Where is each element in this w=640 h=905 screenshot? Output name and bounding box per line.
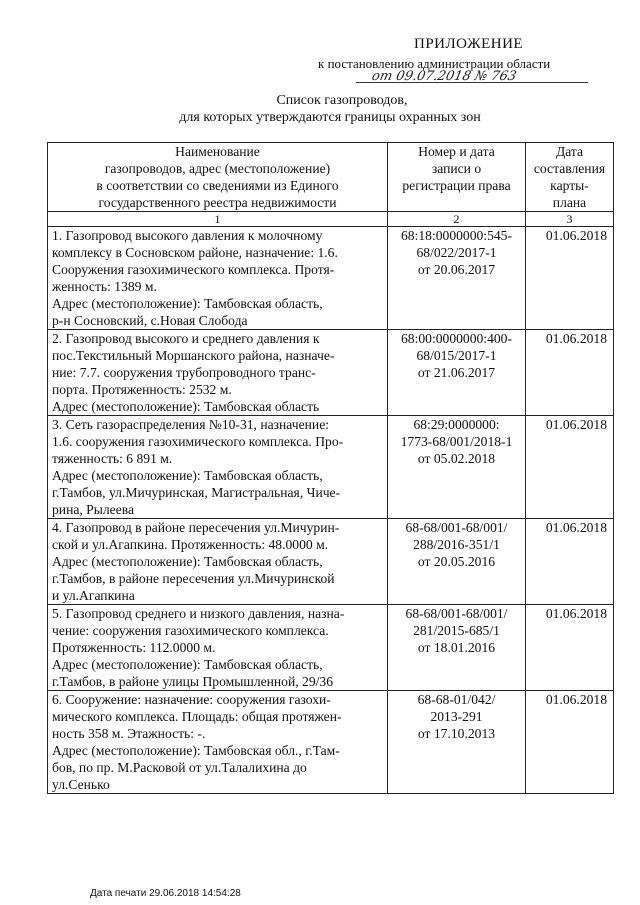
header-registration-line: регистрации права: [402, 178, 511, 193]
description-line: тяженность: 6 891 м.: [52, 451, 173, 466]
registration-line: 68:00:0000000:400-: [400, 331, 512, 346]
description-line: рина, Рылеева: [52, 502, 134, 517]
table-row: [48, 227, 614, 330]
header-name-line: газопроводов, адрес (местоположение): [104, 161, 331, 176]
description-line: комплексу в Сосновском районе, назначение: 1.6.: [52, 245, 338, 260]
registration-record: [388, 416, 526, 519]
column-number: 1: [48, 212, 388, 227]
table-header-row: [48, 143, 614, 212]
description-line: 5. Газопровод среднего и низкого давления, назна-: [52, 606, 345, 621]
table-row: [48, 330, 614, 416]
map-plan-date: 01.06.2018: [526, 605, 614, 691]
registration-line: 2013-291: [430, 709, 483, 724]
header-date-line: карты-: [550, 178, 589, 193]
description-line: 3. Сеть газораспределения №10-31, назначение:: [52, 417, 330, 432]
print-date: Дата печати 29.06.2018 14:54:28: [90, 888, 241, 899]
map-plan-date: 01.06.2018: [526, 416, 614, 519]
registration-line: от 21.06.2017: [417, 365, 496, 380]
pipeline-description: [48, 519, 388, 605]
table-row: [48, 519, 614, 605]
registration-line: 68-68/001-68/001/: [405, 520, 508, 535]
registration-line: от 18.01.2016: [417, 640, 496, 655]
registration-record: [388, 519, 526, 605]
description-line: г.Тамбов, ул.Мичуринская, Магистральная, Чиче-: [52, 485, 341, 500]
description-line: 1. Газопровод высокого давления к молочному: [52, 228, 323, 243]
registration-record: [388, 227, 526, 330]
header-registration: [388, 143, 526, 212]
description-line: порта. Протяженность: 2532 м.: [52, 382, 232, 397]
registration-line: 288/2016-351/1: [413, 537, 500, 552]
registration-line: 68:18:0000000:545-: [400, 228, 512, 243]
description-line: Адрес (местоположение): Тамбовская область,: [52, 468, 323, 483]
description-line: пос.Текстильный Моршанского района, назначе-: [52, 348, 335, 363]
pipeline-description: [48, 416, 388, 519]
map-plan-date: 01.06.2018: [526, 227, 614, 330]
registration-record: [388, 605, 526, 691]
description-line: г.Тамбов, в районе пересечения ул.Мичуринской: [52, 571, 335, 586]
list-title-line1: Список газопроводов,: [276, 93, 408, 108]
column-number: 2: [388, 212, 526, 227]
description-line: Адрес (местоположение): Тамбовская область: [52, 399, 320, 414]
description-line: Протяженность: 112.0000 м.: [52, 640, 216, 655]
header-name-line: Наименование: [175, 144, 260, 159]
registration-line: от 20.06.2017: [417, 262, 496, 277]
description-line: Сооружения газохимического комплекса. Протя-: [52, 262, 335, 277]
column-number: 3: [526, 212, 614, 227]
description-line: Адрес (местоположение): Тамбовская область,: [52, 554, 323, 569]
map-plan-date: 01.06.2018: [526, 330, 614, 416]
description-line: р-н Сосновский, с.Новая Слобода: [52, 313, 248, 328]
map-plan-date: 01.06.2018: [526, 519, 614, 605]
header-date-line: Дата: [555, 144, 584, 159]
header-date-line: составления: [533, 161, 606, 176]
registration-line: от 17.10.2013: [417, 726, 496, 741]
pipeline-description: [48, 227, 388, 330]
description-line: 4. Газопровод в районе пересечения ул.Мичурин-: [52, 520, 340, 535]
registration-line: 1773-68/001/2018-1: [400, 434, 513, 449]
description-line: ние: 7.7. сооружения трубопроводного транс-: [52, 365, 316, 380]
registration-line: от 05.02.2018: [417, 451, 496, 466]
header-name-line: в соответствии со сведениями из Единого: [96, 178, 339, 193]
description-line: 6. Сооружение: назначение: сооружения газохи-: [52, 692, 331, 707]
pipeline-description: [48, 691, 388, 794]
annex-title: ПРИЛОЖЕНИЕ: [414, 36, 524, 52]
header-registration-line: записи о: [431, 161, 482, 176]
description-line: 2. Газопровод высокого и среднего давления к: [52, 331, 320, 346]
registration-line: 68-68-01/042/: [417, 692, 496, 707]
description-line: чение: сооружения газохимического комплекса.: [52, 623, 329, 638]
description-line: г.Тамбов, в районе улицы Промышленной, 29/36: [52, 674, 334, 689]
description-line: Адрес (местоположение): Тамбовская область,: [52, 657, 323, 672]
table-row: [48, 691, 614, 794]
handwritten-resolution: от 09.07.2018 № 763: [370, 69, 518, 84]
header-name-line: государственного реестра недвижимости: [98, 195, 337, 210]
header-date-line: плана: [552, 195, 587, 210]
registration-line: 68-68/001-68/001/: [405, 606, 508, 621]
registration-record: [388, 330, 526, 416]
header-date: [526, 143, 614, 212]
registration-line: 68:29:0000000:: [413, 417, 500, 432]
column-number-row: [48, 212, 614, 227]
registration-line: 68/022/2017-1: [416, 245, 497, 260]
description-line: бов, по пр. М.Расковой от ул.Талалихина до: [52, 760, 307, 775]
list-title-line2: для которых утверждаются границы охранных зон: [179, 110, 481, 125]
table-row: [48, 416, 614, 519]
description-line: 1.6. сооружения газохимического комплекса. Про-: [52, 434, 344, 449]
header-name: [48, 143, 388, 212]
description-line: женность: 1389 м.: [52, 279, 157, 294]
pipeline-description: [48, 330, 388, 416]
annex-subtitle: к постановлению администрации области: [318, 56, 551, 71]
description-line: ул.Сенько: [52, 777, 110, 792]
registration-line: от 20.05.2016: [417, 554, 496, 569]
map-plan-date: 01.06.2018: [526, 691, 614, 794]
description-line: ской и ул.Агапкина. Протяженность: 48.0000 м.: [52, 537, 329, 552]
header-registration-line: Номер и дата: [418, 144, 495, 159]
registration-line: 281/2015-685/1: [413, 623, 500, 638]
pipelines-table: [47, 142, 614, 794]
description-line: мического комплекса. Площадь: общая протяжен-: [52, 709, 342, 724]
description-line: ность 358 м. Этажность: -.: [52, 726, 206, 741]
table-row: [48, 605, 614, 691]
description-line: и ул.Агапкина: [52, 588, 135, 603]
pipeline-description: [48, 605, 388, 691]
signature-line: [356, 82, 588, 83]
description-line: Адрес (местоположение): Тамбовская область,: [52, 296, 323, 311]
registration-line: 68/015/2017-1: [416, 348, 497, 363]
description-line: Адрес (местоположение): Тамбовская обл., г.Там-: [52, 743, 340, 758]
registration-record: [388, 691, 526, 794]
